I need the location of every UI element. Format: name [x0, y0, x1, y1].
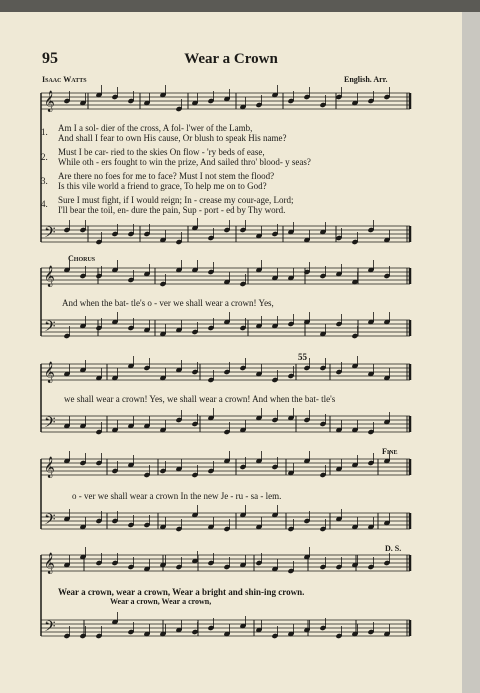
hymn-title: Wear a Crown — [184, 51, 278, 67]
verse-line: Must I be car- ried to the skies On flow - 'ry beds of ease, — [58, 147, 265, 157]
hymn-number: 95 — [42, 50, 58, 67]
verse-number: 1. — [41, 127, 48, 137]
clef-icon: 𝄞 — [44, 362, 55, 383]
verse-line: While oth - ers fought to win the prize, And sailed thro' blood- y seas? — [58, 157, 311, 167]
chorus-bass-lyric: Wear a crown, Wear a crown, — [110, 597, 212, 606]
clef-icon: 𝄢 — [44, 318, 56, 339]
verse-line: Is this vile world a friend to grace, To help me on to God? — [58, 181, 267, 191]
chorus-lyric: And when the bat- tle's o - ver we shall wear a crown! Yes, — [62, 298, 274, 308]
chorus-lyric: o - ver we shall wear a crown In the new Je - ru - sa - lem. — [72, 491, 282, 501]
clef-icon: 𝄞 — [44, 91, 55, 112]
verse-number: 2. — [41, 152, 48, 162]
verse-line: Are there no foes for me to face? Must I not stem the flood? — [58, 171, 275, 181]
verse-number: 3. — [41, 176, 48, 186]
ds-marking: D. S. — [385, 544, 402, 553]
verse-line: Sure I must fight, if I would reign; In - crease my cour-age, Lord; — [58, 195, 294, 205]
clef-icon: 𝄞 — [44, 266, 55, 287]
verse-line: And shall I fear to own His cause, Or blush to speak His name? — [58, 133, 287, 143]
clef-icon: 𝄞 — [44, 457, 55, 478]
arranger-credit: English. Arr. — [344, 75, 388, 84]
chorus-label: Chorus — [68, 254, 96, 263]
verse-number: 4. — [41, 199, 48, 209]
chorus-lyric: Wear a crown, wear a crown, Wear a bright and shin-ing crown. — [58, 587, 305, 597]
verse-line: Am I a sol- dier of the cross, A fol- l'wer of the Lamb, — [58, 123, 253, 133]
verse-line: I'll bear the toil, en- dure the pain, Sup - port - ed by Thy word. — [58, 205, 286, 215]
clef-icon: 𝄞 — [44, 553, 55, 574]
author-credit: Isaac Watts — [42, 75, 87, 84]
clef-icon: 𝄢 — [44, 511, 56, 532]
fine-marking: Fine — [382, 447, 398, 456]
clef-icon: 𝄢 — [44, 224, 56, 245]
chorus-lyric: we shall wear a crown! Yes, we shall wear a crown! And when the bat- tle's — [64, 394, 336, 404]
clef-icon: 𝄢 — [44, 618, 56, 639]
page-mark: 55 — [298, 352, 307, 362]
clef-icon: 𝄢 — [44, 414, 56, 435]
